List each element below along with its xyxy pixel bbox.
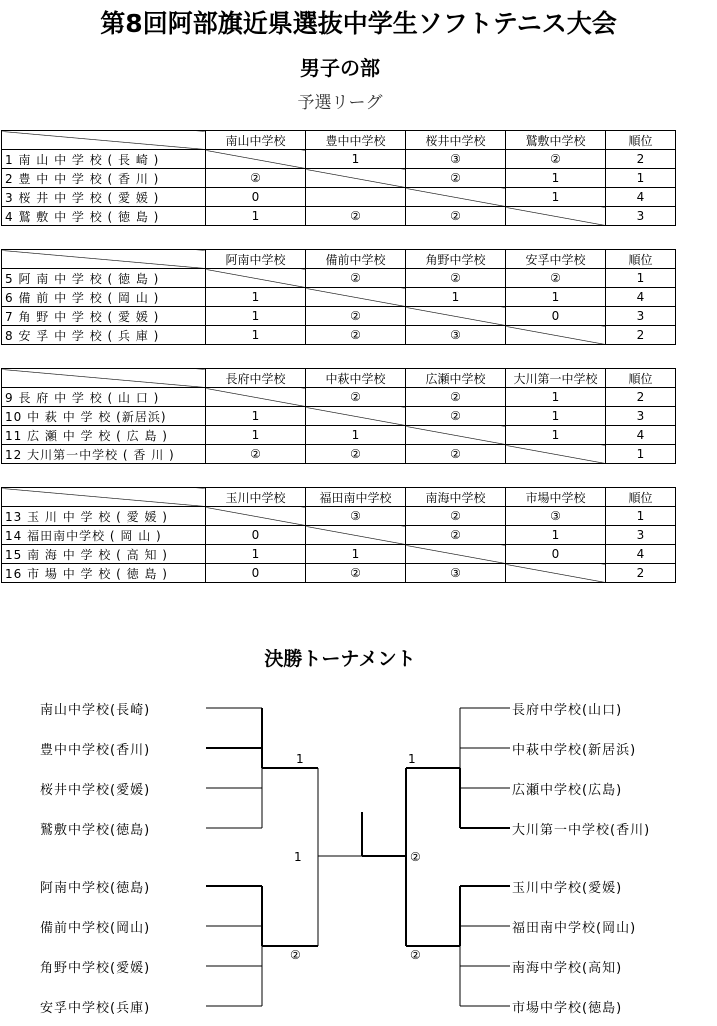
rank-cell: 3 [606, 207, 676, 226]
column-header: 桜井中学校 [406, 131, 506, 150]
result-cell: 1 [506, 526, 606, 545]
team-name-cell: 6 備 前 中 学 校 ( 岡 山 ) [2, 288, 206, 307]
rank-cell: 4 [606, 188, 676, 207]
result-cell: ② [306, 564, 406, 583]
tournament-team-left: 備前中学校(岡山) [40, 921, 151, 936]
result-cell: ② [306, 307, 406, 326]
column-header: 備前中学校 [306, 250, 406, 269]
team-name-cell: 9 長 府 中 学 校 ( 山 口 ) [2, 388, 206, 407]
result-cell: ② [406, 207, 506, 226]
tournament-team-right: 広瀬中学校(広島) [512, 783, 623, 798]
result-cell: 1 [306, 426, 406, 445]
team-name-cell: 11 広 瀬 中 学 校 ( 広 島 ) [2, 426, 206, 445]
result-cell: 1 [506, 169, 606, 188]
rank-cell: 4 [606, 288, 676, 307]
tournament-team-left: 豊中中学校(香川) [40, 743, 151, 758]
tournament-team-right: 玉川中学校(愛媛) [512, 881, 623, 896]
result-cell: 1 [206, 326, 306, 345]
column-header: 南海中学校 [406, 488, 506, 507]
tournament-team-right: 長府中学校(山口) [512, 703, 623, 718]
result-cell: ③ [406, 564, 506, 583]
team-name-cell: 13 玉 川 中 学 校 ( 愛 媛 ) [2, 507, 206, 526]
team-name-cell: 5 阿 南 中 学 校 ( 徳 島 ) [2, 269, 206, 288]
team-name-cell: 8 安 孚 中 学 校 ( 兵 庫 ) [2, 326, 206, 345]
result-cell: 1 [206, 545, 306, 564]
result-cell: 1 [506, 407, 606, 426]
result-cell: ③ [306, 507, 406, 526]
result-cell: ② [306, 445, 406, 464]
result-cell: ② [406, 526, 506, 545]
result-cell: 1 [206, 407, 306, 426]
rank-cell: 4 [606, 545, 676, 564]
rank-cell: 1 [606, 445, 676, 464]
rank-cell: 2 [606, 326, 676, 345]
bracket-score: 1 [296, 752, 304, 766]
tournament-team-left: 桜井中学校(愛媛) [40, 783, 151, 798]
result-cell: ② [406, 269, 506, 288]
team-name-cell: 16 市 場 中 学 校 ( 徳 島 ) [2, 564, 206, 583]
column-header: 角野中学校 [406, 250, 506, 269]
result-cell: ② [406, 507, 506, 526]
result-cell: ② [406, 169, 506, 188]
bracket-score: 1 [408, 752, 416, 766]
column-header: 福田南中学校 [306, 488, 406, 507]
result-cell: ② [406, 388, 506, 407]
column-header: 阿南中学校 [206, 250, 306, 269]
tournament-team-right: 福田南中学校(岡山) [512, 921, 637, 936]
tournament-team-right: 中萩中学校(新居浜) [512, 743, 637, 758]
division-title: 男子の部 [300, 56, 380, 80]
rank-cell: 3 [606, 307, 676, 326]
tournament-team-left: 安孚中学校(兵庫) [40, 1001, 151, 1016]
column-header: 長府中学校 [206, 369, 306, 388]
result-cell: 1 [206, 288, 306, 307]
result-cell: ② [506, 269, 606, 288]
result-cell: 1 [406, 288, 506, 307]
team-name-cell: 1 南 山 中 学 校 ( 長 崎 ) [2, 150, 206, 169]
column-header: 豊中中学校 [306, 131, 406, 150]
column-header: 中萩中学校 [306, 369, 406, 388]
column-header: 広瀬中学校 [406, 369, 506, 388]
rank-cell: 2 [606, 388, 676, 407]
result-cell: 1 [306, 150, 406, 169]
bracket-score: ② [290, 948, 301, 962]
result-cell: 1 [306, 545, 406, 564]
result-cell: 0 [206, 188, 306, 207]
rank-cell: 2 [606, 150, 676, 169]
rank-cell: 4 [606, 426, 676, 445]
result-cell: ③ [406, 150, 506, 169]
page-title: 第8回阿部旗近県選抜中学生ソフトテニス大会 [100, 9, 617, 38]
tournament-team-left: 鷲敷中学校(徳島) [40, 823, 151, 838]
result-cell: 1 [506, 288, 606, 307]
team-name-cell: 14 福田南中学校 ( 岡 山 ) [2, 526, 206, 545]
team-name-cell: 2 豊 中 中 学 校 ( 香 川 ) [2, 169, 206, 188]
rank-cell: 2 [606, 564, 676, 583]
result-cell: 0 [206, 526, 306, 545]
result-cell: 0 [506, 307, 606, 326]
tournament-team-right: 市場中学校(徳島) [512, 1001, 623, 1016]
column-header: 玉川中学校 [206, 488, 306, 507]
team-name-cell: 3 桜 井 中 学 校 ( 愛 媛 ) [2, 188, 206, 207]
column-header: 南山中学校 [206, 131, 306, 150]
tournament-title: 決勝トーナメント [264, 648, 416, 670]
tournament-team-left: 阿南中学校(徳島) [40, 881, 151, 896]
column-header: 市場中学校 [506, 488, 606, 507]
result-cell: 1 [506, 426, 606, 445]
rank-cell: 1 [606, 269, 676, 288]
rank-cell: 3 [606, 526, 676, 545]
result-cell: 0 [206, 564, 306, 583]
result-cell: 1 [206, 426, 306, 445]
bracket-score: ② [410, 850, 421, 864]
team-name-cell: 12 大川第一中学校 ( 香 川 ) [2, 445, 206, 464]
bracket-score: ② [410, 948, 421, 962]
result-cell: ② [306, 388, 406, 407]
team-name-cell: 10 中 萩 中 学 校 (新居浜) [2, 407, 206, 426]
result-cell: ② [206, 169, 306, 188]
result-cell: ② [306, 326, 406, 345]
column-header: 順位 [606, 131, 676, 150]
result-cell: ② [306, 207, 406, 226]
team-name-cell: 4 鷲 敷 中 学 校 ( 徳 島 ) [2, 207, 206, 226]
result-cell: 1 [506, 388, 606, 407]
result-cell: ② [306, 269, 406, 288]
result-cell: 1 [206, 307, 306, 326]
result-cell: 1 [506, 188, 606, 207]
result-cell: ② [406, 445, 506, 464]
result-cell: 1 [206, 207, 306, 226]
result-cell: ② [206, 445, 306, 464]
rank-cell: 3 [606, 407, 676, 426]
rank-cell: 1 [606, 507, 676, 526]
result-cell: ③ [506, 507, 606, 526]
result-cell: 0 [506, 545, 606, 564]
column-header: 安孚中学校 [506, 250, 606, 269]
column-header: 順位 [606, 488, 676, 507]
column-header: 大川第一中学校 [506, 369, 606, 388]
column-header: 順位 [606, 369, 676, 388]
rank-cell: 1 [606, 169, 676, 188]
result-cell: ③ [406, 326, 506, 345]
stage-title: 予選リーグ [297, 93, 383, 113]
column-header: 鷲敷中学校 [506, 131, 606, 150]
team-name-cell: 7 角 野 中 学 校 ( 愛 媛 ) [2, 307, 206, 326]
result-cell: ② [406, 407, 506, 426]
result-cell: ② [506, 150, 606, 169]
tournament-team-left: 南山中学校(長崎) [40, 703, 151, 718]
tournament-team-right: 南海中学校(高知) [512, 961, 623, 976]
column-header: 順位 [606, 250, 676, 269]
bracket-score: 1 [294, 850, 302, 864]
tournament-team-right: 大川第一中学校(香川) [512, 823, 651, 838]
tournament-team-left: 角野中学校(愛媛) [40, 961, 151, 976]
team-name-cell: 15 南 海 中 学 校 ( 高 知 ) [2, 545, 206, 564]
